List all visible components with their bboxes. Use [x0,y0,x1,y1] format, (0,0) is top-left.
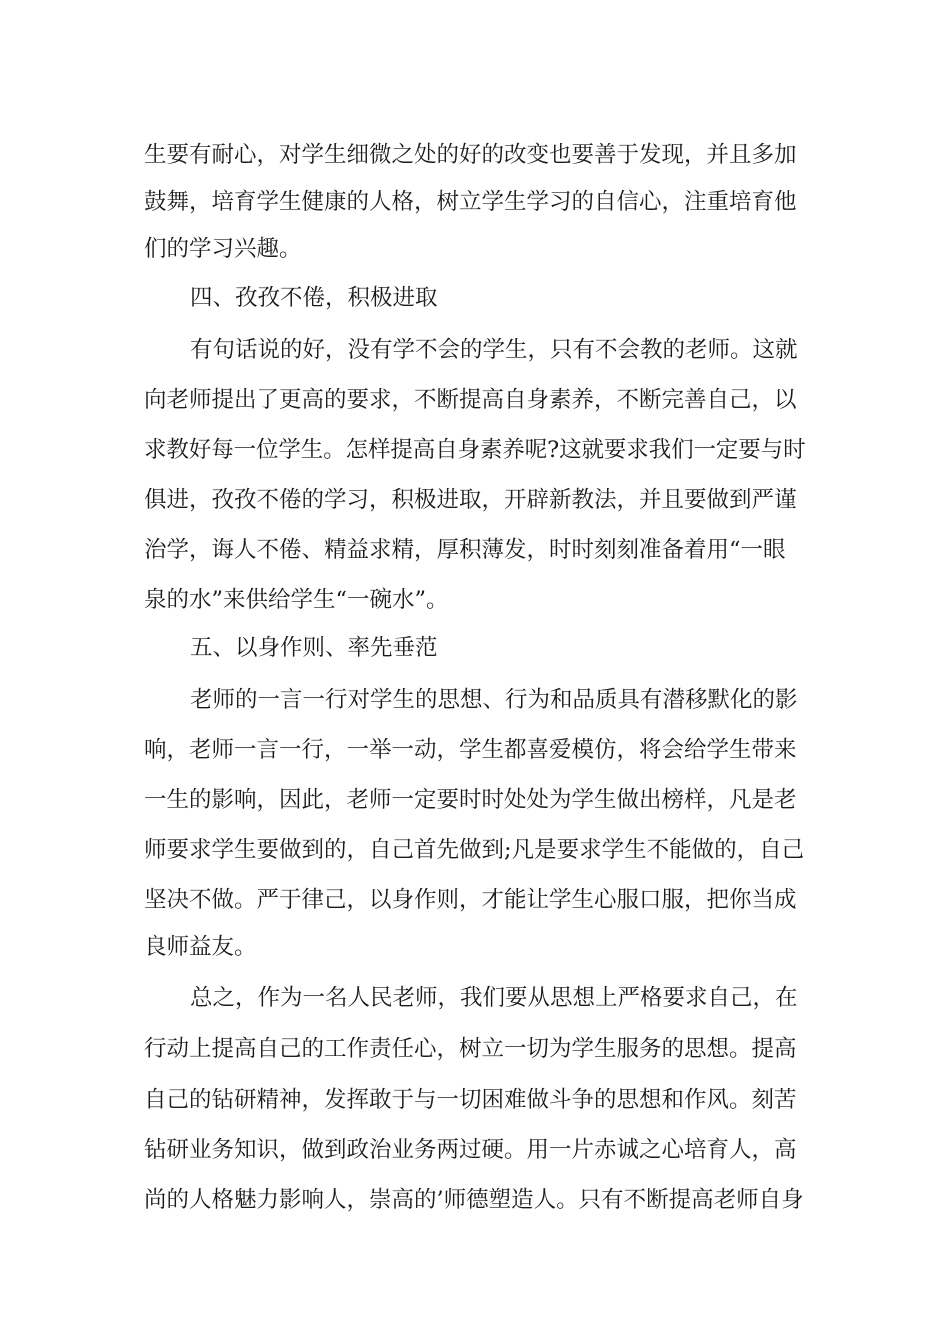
text-line: 响，老师一言一行，一举一动，学生都喜爱模仿，将会给学生带来 [144,737,797,763]
text-line: 坚决不做。严于律己，以身作则，才能让学生心服口服，把你当成 [144,887,797,913]
text-line: 师要求学生要做到的，自己首先做到;凡是要求学生不能做的，自己 [144,837,805,863]
text-line: 良师益友。 [144,934,257,960]
text-line: 生要有耐心，对学生细微之处的好的改变也要善于发现，并且多加 [144,142,797,168]
text-line: 俱进，孜孜不倦的学习，积极进取，开辟新教法，并且要做到严谨 [144,487,797,513]
text-line: 一生的影响，因此，老师一定要时时处处为学生做出榜样，凡是老 [144,787,797,813]
text-line: 总之，作为一名人民老师，我们要从思想上严格要求自己，在 [190,985,798,1011]
text-line: 自己的钻研精神，发挥敢于与一切困难做斗争的思想和作风。刻苦 [144,1087,797,1113]
text-line: 向老师提出了更高的要求，不断提高自身素养，不断完善自己，以 [144,387,797,413]
text-line: 们的学习兴趣。 [144,236,302,262]
section-heading-5: 五、以身作则、率先垂范 [190,635,438,661]
text-line: 老师的一言一行对学生的思想、行为和品质具有潜移默化的影 [190,687,798,713]
text-line: 治学，诲人不倦、精益求精，厚积薄发，时时刻刻准备着用“一眼 [144,537,786,563]
text-line: 钻研业务知识，做到政治业务两过硬。用一片赤诚之心培育人，高 [144,1137,797,1163]
text-line: 泉的水”来供给学生“一碗水”。 [144,587,449,613]
section-heading-4: 四、孜孜不倦，积极进取 [190,285,438,311]
text-line: 鼓舞，培育学生健康的人格，树立学生学习的自信心，注重培育他 [144,189,797,215]
text-line: 有句话说的好，没有学不会的学生，只有不会教的老师。这就 [190,337,798,363]
text-line: 行动上提高自己的工作责任心，树立一切为学生服务的思想。提高 [144,1036,797,1062]
text-line: 尚的人格魅力影响人，崇高的’师德塑造人。只有不断提高老师自身 [144,1187,804,1213]
text-line: 求教好每一位学生。怎样提高自身素养呢?这就要求我们一定要与时 [144,437,806,463]
